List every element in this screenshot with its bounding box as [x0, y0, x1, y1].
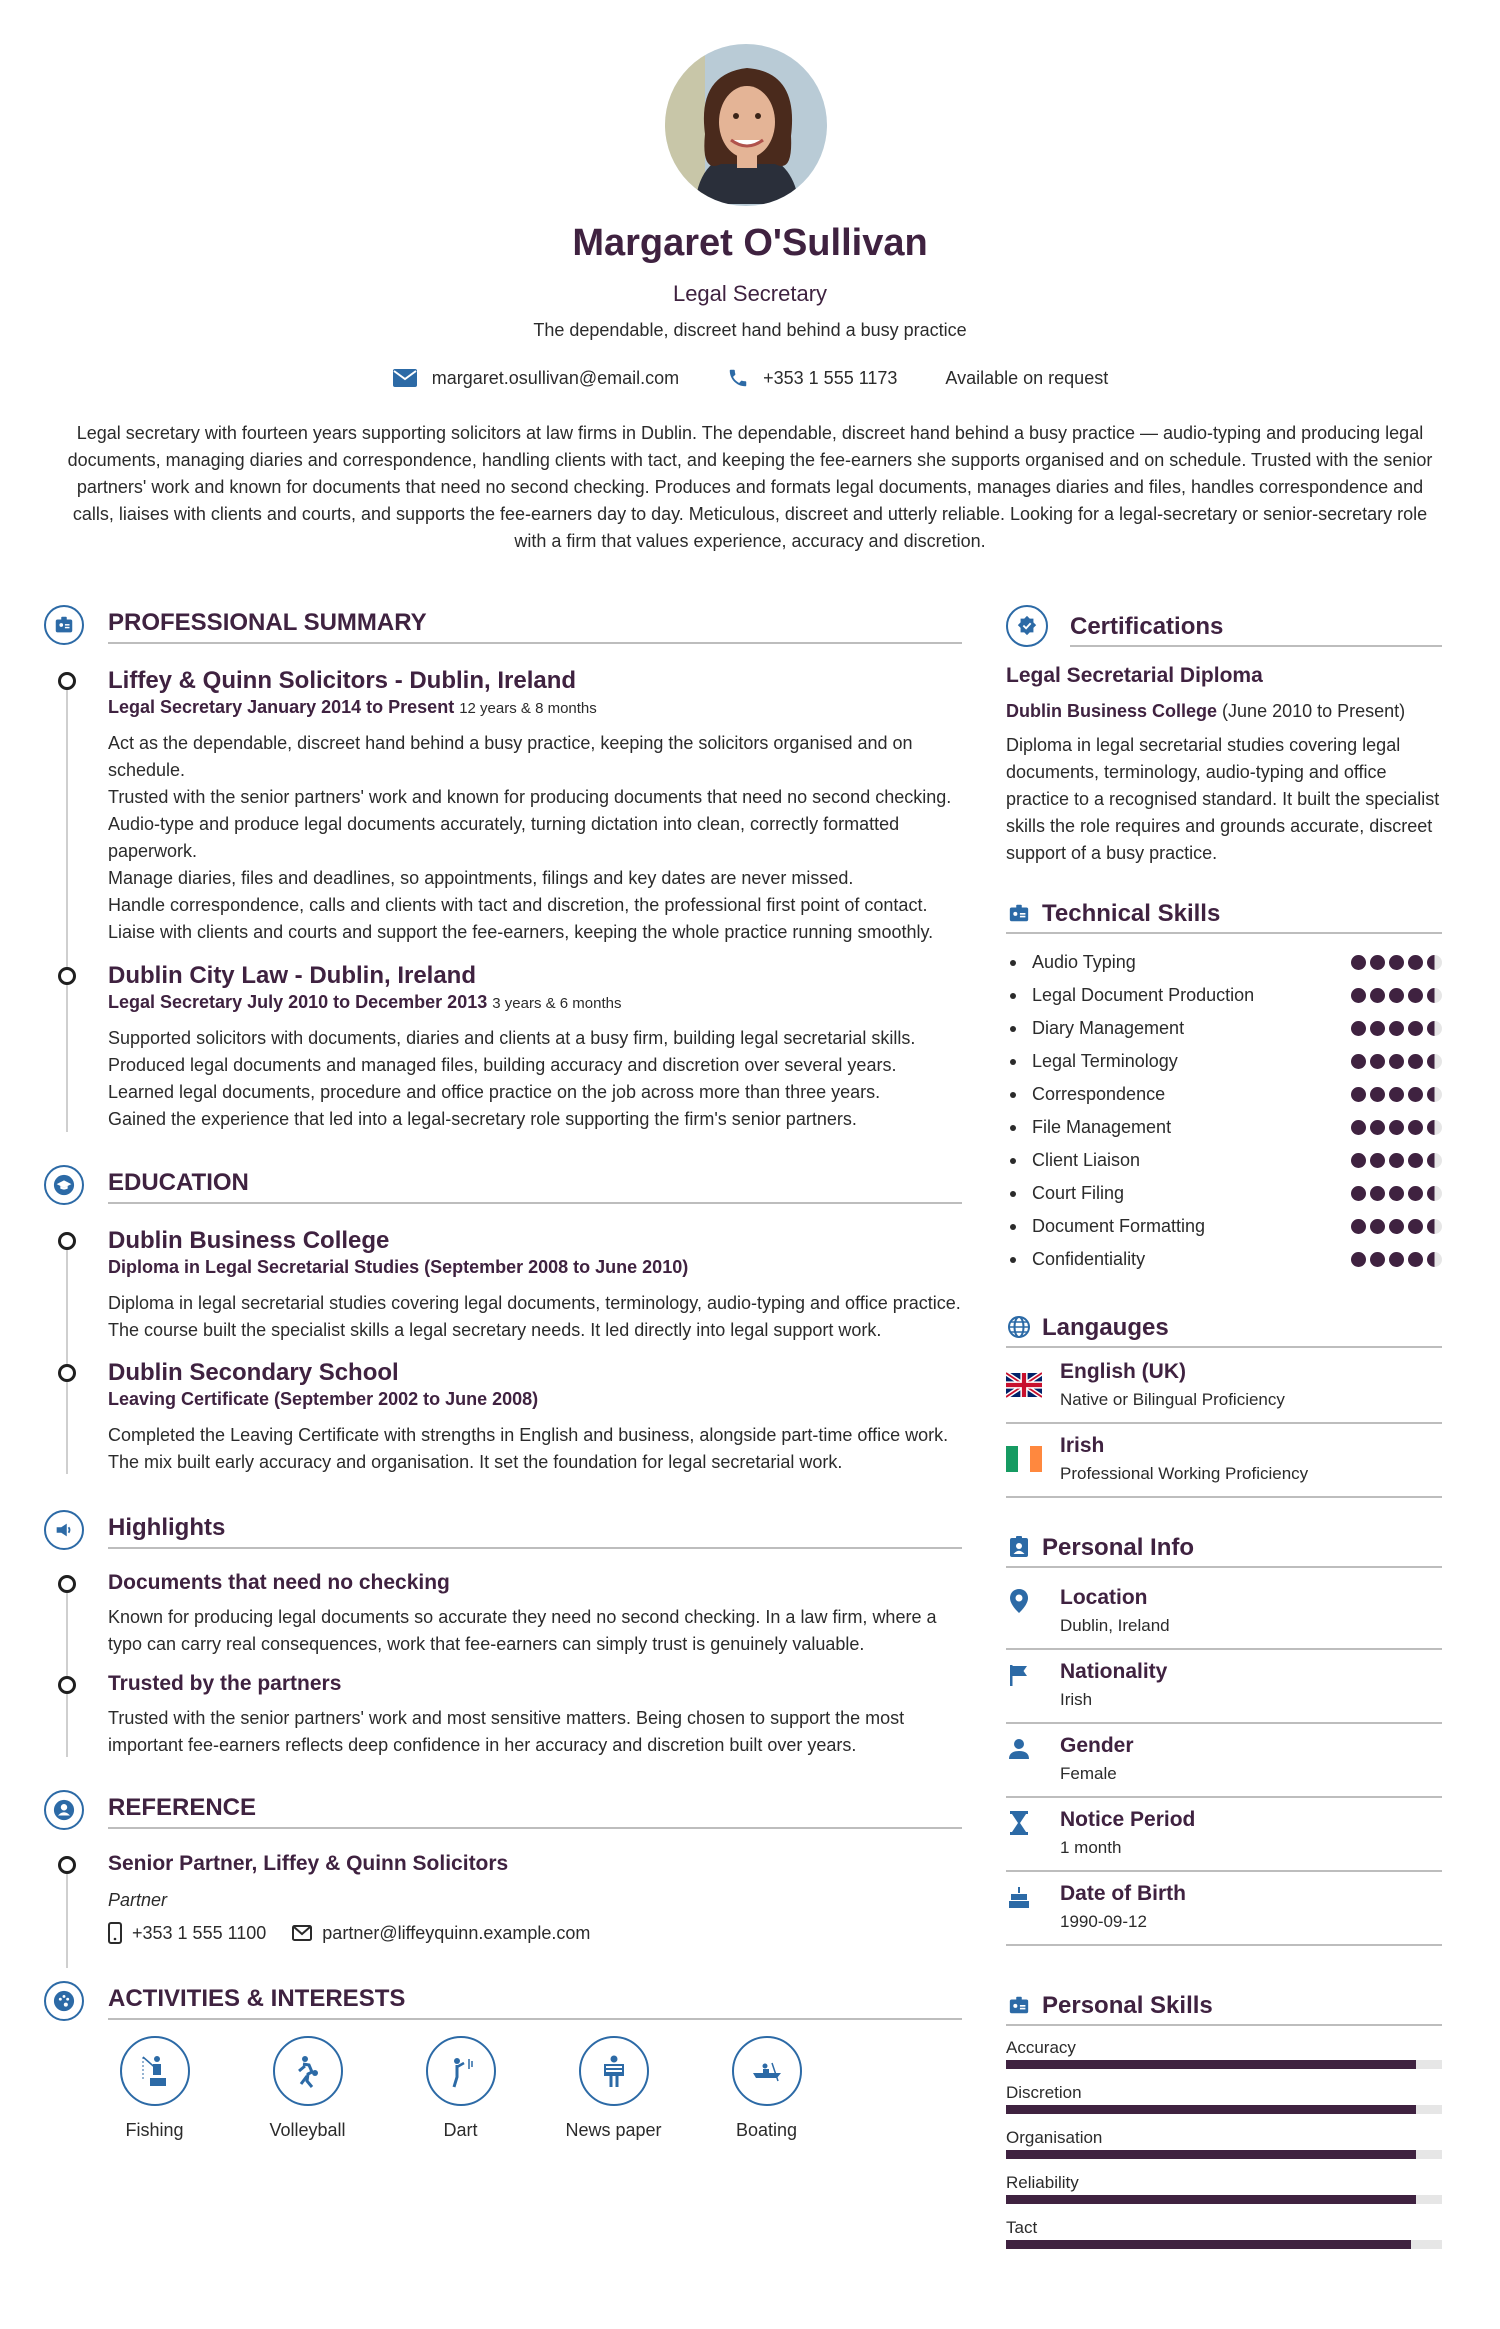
- interests-list: [78, 2036, 843, 2141]
- skill-name: [1006, 1183, 1124, 1204]
- job-line: Act as the dependable, discreet hand behind a busy practice, keeping the solicitors organised and on schedule.: [108, 733, 913, 780]
- section-divider: [108, 642, 962, 644]
- job-line: Trusted with the senior partners' work and known for producing documents that need no second checking.: [108, 787, 952, 807]
- skill-rating: [1351, 1252, 1442, 1267]
- role-dates: Legal Secretary July 2010 to December 2013: [108, 992, 488, 1012]
- personal-info-location: [1006, 1584, 1442, 1658]
- bullet-icon: [1010, 1059, 1016, 1065]
- dart-icon: [426, 2036, 496, 2106]
- rating-dot: [1370, 988, 1385, 1003]
- divider: [1006, 1870, 1442, 1872]
- highlight-title-2: Trusted by the partners: [108, 1672, 342, 1695]
- rating-dot: [1408, 1120, 1423, 1135]
- bullet-icon: [1010, 1191, 1016, 1197]
- job-line: Handle correspondence, calls and clients with tact and discretion, the professional first point of contact.: [108, 895, 928, 915]
- interest-item: [537, 2036, 690, 2141]
- phone-contact[interactable]: [727, 367, 897, 389]
- boating-icon: [732, 2036, 802, 2106]
- rating-dot: [1370, 955, 1385, 970]
- interest-item: [231, 2036, 384, 2141]
- language-name: Irish: [1060, 1434, 1105, 1457]
- info-value: Dublin, Ireland: [1060, 1616, 1170, 1635]
- job-duration: 3 years & 6 months: [492, 995, 622, 1012]
- timeline-dot: [58, 1676, 76, 1694]
- skill-name: [1006, 1216, 1205, 1237]
- section-divider: [108, 1202, 962, 1204]
- technical-skill-item: [1006, 946, 1442, 979]
- interest-label: Boating: [735, 2120, 798, 2140]
- rating-dot: [1370, 1120, 1385, 1135]
- personal-skill-item: [1006, 2218, 1442, 2263]
- skill-label: Organisation: [1006, 2128, 1103, 2147]
- job-line: Produced legal documents and managed files, building accuracy and discretion over several years.: [108, 1055, 897, 1075]
- phone-text[interactable]: +353 1 555 1173: [763, 367, 898, 388]
- job-title-1: Liffey & Quinn Solicitors - Dublin, Ireland: [108, 667, 577, 694]
- certification-title: Legal Secretarial Diploma: [1006, 664, 1263, 687]
- divider: [1006, 1722, 1442, 1724]
- skill-bar-fill: [1006, 2240, 1411, 2249]
- fishing-icon: [120, 2036, 190, 2106]
- job-line: Supported solicitors with documents, diaries and clients at a busy firm, building legal secretarial skills.: [108, 1028, 916, 1048]
- birthday-cake-icon: [1006, 1884, 1032, 1910]
- skill-name: [1006, 1051, 1178, 1072]
- reference-header: [44, 1790, 962, 1830]
- person-icon: [1006, 1736, 1032, 1762]
- timeline-dot: [58, 1364, 76, 1382]
- divider: [1006, 1496, 1442, 1498]
- rating-dot: [1351, 1219, 1366, 1234]
- section-divider: [1006, 1346, 1442, 1348]
- timeline-dot: [58, 1575, 76, 1593]
- rating-dot: [1370, 1021, 1385, 1036]
- skill-label: Confidentiality: [1032, 1249, 1146, 1269]
- rating-dot: [1427, 1087, 1442, 1102]
- bullet-icon: [1010, 960, 1016, 966]
- skill-rating: [1351, 1087, 1442, 1102]
- rating-dot: [1351, 1153, 1366, 1168]
- globe-icon: [1006, 1314, 1032, 1340]
- interest-item: [78, 2036, 231, 2141]
- section-divider: [1070, 645, 1442, 647]
- bullet-icon: [1010, 1026, 1016, 1032]
- info-label: Date of Birth: [1060, 1882, 1186, 1905]
- bullet-icon: [1010, 993, 1016, 999]
- skill-label: Tact: [1006, 2218, 1038, 2237]
- candidate-name: Margaret O'Sullivan: [572, 222, 928, 264]
- rating-dot: [1408, 1087, 1423, 1102]
- section-title: Highlights: [108, 1514, 226, 1541]
- rating-dot: [1427, 1054, 1442, 1069]
- rating-dot: [1389, 1186, 1404, 1201]
- timeline-line: [66, 1858, 68, 1968]
- divider: [1006, 1944, 1442, 1946]
- interest-item: [690, 2036, 843, 2141]
- verified-badge-icon: [1006, 605, 1048, 647]
- qualification-2: Leaving Certificate (September 2002 to June 2008): [108, 1389, 539, 1409]
- rating-dot: [1427, 988, 1442, 1003]
- info-label: Gender: [1060, 1734, 1134, 1757]
- education-description-1: Diploma in legal secretarial studies covering legal documents, terminology, audio-typing and office practice. The course built the specialist skills a legal secretary needs. It led directly into legal support work.: [108, 1293, 961, 1340]
- reference-name: Senior Partner, Liffey & Quinn Solicitors: [108, 1852, 509, 1875]
- timeline-line: [66, 1234, 68, 1474]
- rating-dot: [1370, 1087, 1385, 1102]
- rating-dot: [1351, 955, 1366, 970]
- language-item: [1006, 1358, 1442, 1432]
- highlight-text-1: Known for producing legal documents so accurate they need no second checking. In a law firm, where a typo can carry real consequences, work that fee-earners can simply trust is genuinely valuable.: [108, 1607, 937, 1654]
- timeline-dot: [58, 672, 76, 690]
- section-title: Langauges: [1042, 1314, 1169, 1341]
- section-divider: [108, 1547, 962, 1549]
- language-level: Professional Working Proficiency: [1060, 1464, 1309, 1483]
- section-divider: [108, 1827, 962, 1829]
- profile-photo: [665, 44, 827, 206]
- rating-dot: [1408, 1252, 1423, 1267]
- rating-dot: [1389, 1021, 1404, 1036]
- personal-info-nationality: [1006, 1658, 1442, 1732]
- skill-label: Legal Document Production: [1032, 985, 1255, 1005]
- reference-phone-text[interactable]: +353 1 555 1100: [132, 1922, 267, 1943]
- rating-dot: [1389, 1219, 1404, 1234]
- rating-dot: [1389, 1120, 1404, 1135]
- section-title: Technical Skills: [1042, 900, 1221, 927]
- interest-label: Fishing: [125, 2120, 184, 2140]
- megaphone-icon: [44, 1510, 84, 1550]
- technical-skills-header: [1006, 892, 1442, 932]
- skill-bar-track: [1006, 2195, 1442, 2204]
- email-contact[interactable]: [392, 368, 679, 389]
- skill-rating: [1351, 1120, 1442, 1135]
- rating-dot: [1408, 1021, 1423, 1036]
- section-title: Personal Skills: [1042, 1992, 1213, 2019]
- skill-name: [1006, 1018, 1184, 1039]
- rating-dot: [1351, 1120, 1366, 1135]
- skill-bar-fill: [1006, 2105, 1416, 2114]
- technical-skill-item: [1006, 1243, 1442, 1276]
- skill-label: Audio Typing: [1032, 952, 1136, 972]
- timeline-line: [66, 1577, 68, 1757]
- skill-name: [1006, 1084, 1165, 1105]
- section-divider: [1006, 932, 1442, 934]
- rating-dot: [1389, 988, 1404, 1003]
- section-divider: [1006, 1566, 1442, 1568]
- technical-skill-item: [1006, 1045, 1442, 1078]
- job-role-dates-2: [108, 992, 621, 1013]
- skill-rating: [1351, 1186, 1442, 1201]
- ireland-flag-icon: [1006, 1446, 1042, 1472]
- skill-label: Court Filing: [1032, 1183, 1125, 1203]
- rating-dot: [1427, 1186, 1442, 1201]
- section-divider: [108, 2018, 962, 2020]
- personal-skill-item: [1006, 2173, 1442, 2218]
- rating-dot: [1351, 1252, 1366, 1267]
- section-divider: [1006, 2024, 1442, 2026]
- contact-bar: [0, 367, 1500, 389]
- technical-skill-item: [1006, 1012, 1442, 1045]
- rating-dot: [1389, 1153, 1404, 1168]
- job-title: Legal Secretary: [672, 281, 828, 306]
- timeline-dot: [58, 1232, 76, 1250]
- personal-info-date-of-birth: [1006, 1880, 1442, 1954]
- divider: [1006, 1422, 1442, 1424]
- section-title: EDUCATION: [108, 1169, 249, 1196]
- personal-info-gender: [1006, 1732, 1442, 1806]
- skill-name: [1006, 952, 1136, 973]
- rating-dot: [1370, 1219, 1385, 1234]
- rating-dot: [1427, 1252, 1442, 1267]
- job-description-1: [108, 730, 968, 946]
- newspaper-icon: [579, 2036, 649, 2106]
- envelope-icon: [292, 1925, 312, 1941]
- rating-dot: [1427, 955, 1442, 970]
- rating-dot: [1351, 988, 1366, 1003]
- technical-skill-item: [1006, 1078, 1442, 1111]
- technical-skill-item: [1006, 979, 1442, 1012]
- rating-dot: [1351, 1054, 1366, 1069]
- job-line: Audio-type and produce legal documents accurately, turning dictation into clean, correctly formatted paperwork.: [108, 814, 900, 861]
- tagline: The dependable, discreet hand behind a busy practice: [533, 320, 967, 340]
- section-title: PROFESSIONAL SUMMARY: [108, 609, 427, 636]
- rating-dot: [1408, 988, 1423, 1003]
- skill-label: Client Liaison: [1032, 1150, 1141, 1170]
- certification-description: Diploma in legal secretarial studies covering legal documents, terminology, audio-typing and office practice to a recognised standard. It built the specialist skills the role requires and grounds accurate, discreet support of a busy practice.: [1006, 735, 1440, 863]
- reference-email-text[interactable]: partner@liffeyquinn.example.com: [322, 1922, 591, 1943]
- job-line: Manage diaries, files and deadlines, so appointments, filings and key dates are never missed.: [108, 868, 854, 888]
- certification-issuer: Dublin Business College: [1006, 701, 1218, 721]
- rating-dot: [1370, 1153, 1385, 1168]
- skill-label: Accuracy: [1006, 2038, 1076, 2057]
- highlight-text-2: Trusted with the senior partners' work and most sensitive matters. Being chosen to support the most important fee-earners reflects deep confidence in her accuracy and discretion built over years.: [108, 1708, 905, 1755]
- volleyball-icon: [273, 2036, 343, 2106]
- language-item: [1006, 1432, 1442, 1506]
- technical-skill-item: [1006, 1210, 1442, 1243]
- personal-skills-header: [1006, 1984, 1442, 2024]
- job-role-dates-1: [108, 697, 597, 718]
- skill-bar-track: [1006, 2105, 1442, 2114]
- skill-name: [1006, 1117, 1171, 1138]
- personal-skill-item: [1006, 2083, 1442, 2128]
- skill-bar-fill: [1006, 2195, 1416, 2204]
- interest-label: Dart: [443, 2120, 478, 2140]
- skill-bar-track: [1006, 2150, 1442, 2159]
- email-text[interactable]: margaret.osullivan@email.com: [431, 367, 680, 388]
- role-dates: Legal Secretary January 2014 to Present: [108, 697, 455, 717]
- info-value: 1 month: [1060, 1838, 1122, 1857]
- job-description-2: [108, 1025, 968, 1133]
- section-title: REFERENCE: [108, 1794, 257, 1821]
- reference-contacts: [108, 1922, 590, 1944]
- intro-paragraph: Legal secretary with fourteen years supporting solicitors at law firms in Dublin. The dependable, discreet hand behind a busy practice — audio-typing and producing legal documents, managing diaries and correspondence, handling clients with tact, and keeping the fee-earners she supports organised and on schedule. Trusted with the senior partners' work and known for documents that need no second checking. Produces and formats legal documents, manages diaries and files, handles correspondence and calls, liaises with clients and courts, and supports the fee-earners day to day. Meticulous, discreet and utterly reliable. Looking for a legal-secretary or senior-secretary role with a firm that values experience, accuracy and discretion.: [67, 423, 1433, 551]
- rating-dot: [1389, 1087, 1404, 1102]
- technical-skill-item: [1006, 1144, 1442, 1177]
- skill-label: Legal Terminology: [1032, 1051, 1178, 1071]
- info-value: 1990-09-12: [1060, 1912, 1147, 1931]
- rating-dot: [1408, 1153, 1423, 1168]
- rating-dot: [1408, 1219, 1423, 1234]
- rating-dot: [1389, 1252, 1404, 1267]
- palette-icon: [44, 1981, 84, 2021]
- interest-label: News paper: [565, 2120, 662, 2140]
- divider: [1006, 1796, 1442, 1798]
- timeline-dot: [58, 967, 76, 985]
- skill-bar-track: [1006, 2240, 1442, 2249]
- id-badge-icon: [1006, 1992, 1032, 2018]
- email-icon: [392, 368, 418, 388]
- school-name-2: Dublin Secondary School: [108, 1359, 399, 1386]
- person-icon: [44, 1790, 84, 1830]
- info-value: Female: [1060, 1764, 1117, 1783]
- skill-rating: [1351, 1219, 1442, 1234]
- skill-rating: [1351, 1021, 1442, 1036]
- languages-header: [1006, 1306, 1442, 1346]
- personal-skill-item: [1006, 2128, 1442, 2173]
- job-line: Learned legal documents, procedure and office practice on the job across more than three years.: [108, 1082, 881, 1102]
- skill-rating: [1351, 1153, 1442, 1168]
- personal-info-header: [1006, 1526, 1442, 1566]
- bullet-icon: [1010, 1224, 1016, 1230]
- personal-skills-list: [1006, 2038, 1442, 2263]
- education-description-2: Completed the Leaving Certificate with strengths in English and business, alongside part-time office work. The mix built early accuracy and organisation. It set the foundation for legal secretarial work.: [108, 1425, 949, 1472]
- job-title-2: Dublin City Law - Dublin, Ireland: [108, 962, 477, 989]
- rating-dot: [1408, 1186, 1423, 1201]
- skill-label: Diary Management: [1032, 1018, 1185, 1038]
- skill-name: [1006, 1249, 1145, 1270]
- id-badge-icon: [1006, 900, 1032, 926]
- availability-text: Available on request: [945, 367, 1109, 388]
- rating-dot: [1351, 1186, 1366, 1201]
- rating-dot: [1389, 955, 1404, 970]
- technical-skill-item: [1006, 1177, 1442, 1210]
- rating-dot: [1427, 1120, 1442, 1135]
- rating-dot: [1389, 1054, 1404, 1069]
- uk-flag-icon: [1006, 1372, 1042, 1398]
- language-level: Native or Bilingual Proficiency: [1060, 1390, 1285, 1409]
- info-label: Nationality: [1060, 1660, 1168, 1683]
- timeline-dot: [58, 1856, 76, 1874]
- education-header: [44, 1165, 962, 1205]
- bullet-icon: [1010, 1257, 1016, 1263]
- highlight-title-1: Documents that need no checking: [108, 1571, 450, 1594]
- job-duration: 12 years & 8 months: [459, 700, 597, 717]
- contact-card-icon: [1006, 1534, 1032, 1560]
- rating-dot: [1370, 1054, 1385, 1069]
- divider: [1006, 1648, 1442, 1650]
- info-value: Irish: [1060, 1690, 1093, 1709]
- info-label: Location: [1060, 1586, 1148, 1609]
- job-line: Liaise with clients and courts and support the fee-earners, keeping the whole practice running smoothly.: [108, 922, 934, 942]
- section-title: ACTIVITIES & INTERESTS: [108, 1985, 406, 2012]
- skill-rating: [1351, 1054, 1442, 1069]
- rating-dot: [1427, 1219, 1442, 1234]
- skill-name: [1006, 1150, 1140, 1171]
- availability-contact: [945, 368, 1108, 389]
- timeline-line: [66, 674, 68, 1132]
- personal-info-notice-period: [1006, 1806, 1442, 1880]
- highlights-header: [44, 1510, 962, 1550]
- skill-label: File Management: [1032, 1117, 1172, 1137]
- language-name: English (UK): [1060, 1360, 1186, 1383]
- skill-label: Document Formatting: [1032, 1216, 1206, 1236]
- interests-header: [44, 1981, 962, 2021]
- rating-dot: [1370, 1186, 1385, 1201]
- info-label: Notice Period: [1060, 1808, 1196, 1831]
- id-badge-icon: [44, 605, 84, 645]
- bullet-icon: [1010, 1158, 1016, 1164]
- rating-dot: [1370, 1252, 1385, 1267]
- flag-icon: [1006, 1662, 1032, 1688]
- section-title: Certifications: [1070, 613, 1224, 640]
- technical-skill-item: [1006, 1111, 1442, 1144]
- location-pin-icon: [1006, 1588, 1032, 1614]
- skill-label: Discretion: [1006, 2083, 1082, 2102]
- certifications-header: [1006, 605, 1442, 645]
- phone-icon: [727, 367, 749, 389]
- rating-dot: [1351, 1021, 1366, 1036]
- skill-rating: [1351, 988, 1442, 1003]
- mobile-phone-icon: [108, 1922, 122, 1944]
- job-line: Gained the experience that led into a legal-secretary role supporting the firm's senior partners.: [108, 1109, 857, 1129]
- personal-skill-item: [1006, 2038, 1442, 2083]
- rating-dot: [1427, 1153, 1442, 1168]
- skill-name: [1006, 985, 1254, 1006]
- bullet-icon: [1010, 1125, 1016, 1131]
- reference-email[interactable]: [292, 1923, 590, 1944]
- skill-label: Correspondence: [1032, 1084, 1166, 1104]
- rating-dot: [1427, 1021, 1442, 1036]
- bullet-icon: [1010, 1092, 1016, 1098]
- skill-label: Reliability: [1006, 2173, 1079, 2192]
- reference-role: Partner: [108, 1890, 168, 1910]
- rating-dot: [1351, 1087, 1366, 1102]
- skill-rating: [1351, 955, 1442, 970]
- school-name-1: Dublin Business College: [108, 1227, 390, 1254]
- skill-bar-fill: [1006, 2150, 1416, 2159]
- certification-org: [1006, 701, 1405, 722]
- interest-item: [384, 2036, 537, 2141]
- certification-dates: (June 2010 to Present): [1217, 701, 1406, 721]
- hourglass-icon: [1006, 1810, 1032, 1836]
- professional-summary-header: [44, 605, 962, 645]
- reference-phone[interactable]: [108, 1922, 266, 1944]
- technical-skills-list: [1006, 946, 1442, 1276]
- skill-bar-track: [1006, 2060, 1442, 2069]
- qualification-1: Diploma in Legal Secretarial Studies (September 2008 to June 2010): [108, 1257, 689, 1277]
- rating-dot: [1408, 955, 1423, 970]
- interest-label: Volleyball: [269, 2120, 346, 2140]
- rating-dot: [1408, 1054, 1423, 1069]
- section-title: Personal Info: [1042, 1534, 1195, 1561]
- graduation-cap-icon: [44, 1165, 84, 1205]
- skill-bar-fill: [1006, 2060, 1416, 2069]
